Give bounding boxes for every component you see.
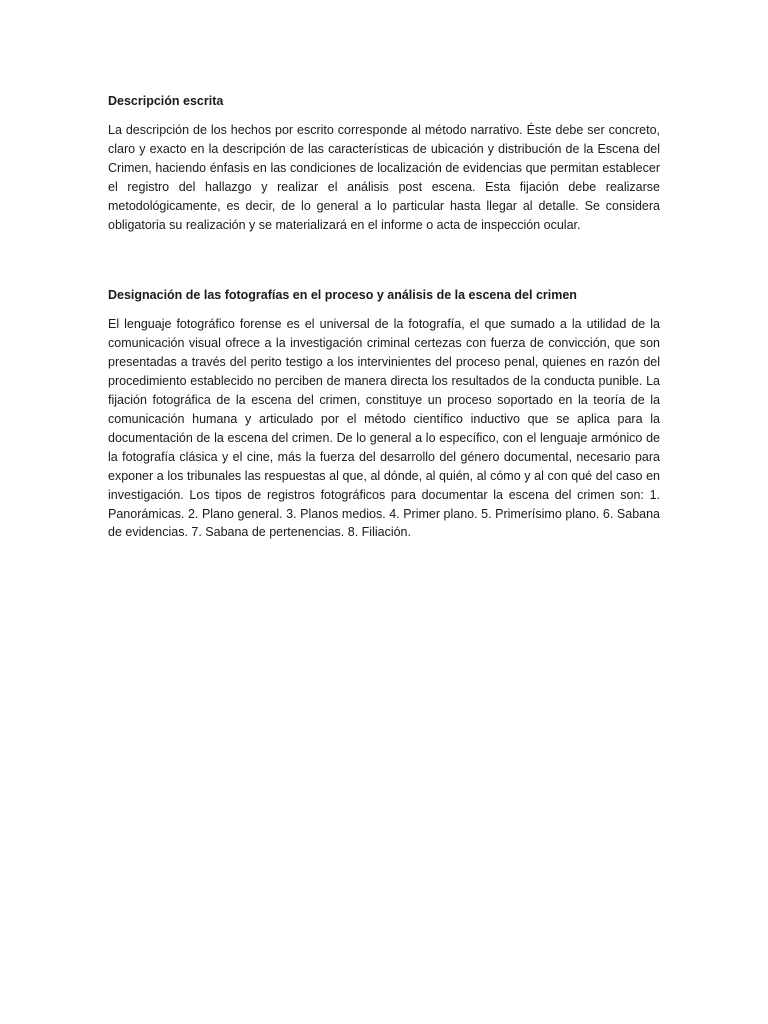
section-paragraph: La descripción de los hechos por escrito corresponde al método narrativo. Éste debe ser concreto, claro y exacto en la descripción de las características de ubicación y distribución de la Escena del Crimen, haciendo énfasis en las condiciones de localización de evidencias que permitan establecer el registro del hallazgo y realizar el análisis post escena. Esta fijación debe realizarse metodológicamente, es decir, de lo general a lo particular hasta llegar al detalle. Se considera obligatoria su realización y se materializará en el informe o acta de inspección ocular. bbox=[108, 123, 660, 232]
section-descripcion-escrita bbox=[108, 92, 660, 234]
section-paragraph: El lenguaje fotográfico forense es el universal de la fotografía, el que sumado a la utilidad de la comunicación visual ofrece a la investigación criminal certezas con fuerza de convicción, que son presentadas a través del perito testigo a los intervinientes del proceso penal, quienes en razón del procedimiento establecido no perciben de manera directa los resultados de la conducta punible. La fijación fotográfica de la escena del crimen, constituye un proceso soportado en la teoría de la comunicación humana y articulado por el método científico inductivo que se aplica para la documentación de la escena del crimen. De lo general a lo específico, con el lenguaje armónico de la fotografía clásica y el cine, más la fuerza del desarrollo del género documental, necesario para exponer a los tribunales las respuestas al que, al dónde, al quién, al cómo y al con qué del caso en investigación. Los tipos de registros fotográficos para documentar la escena del crimen son: 1. Panorámicas. 2. Plano general. 3. Planos medios. 4. Primer plano. 5. Primerísimo plano. 6. Sabana de evidencias. 7. Sabana de pertenencias. 8. Filiación. bbox=[108, 317, 660, 540]
section-heading: Designación de las fotografías en el proceso y análisis de la escena del crimen bbox=[108, 288, 577, 303]
document-content bbox=[108, 92, 660, 542]
section-heading: Descripción escrita bbox=[108, 94, 224, 108]
section-designacion-fotografias bbox=[108, 286, 660, 542]
section-spacer bbox=[108, 234, 660, 286]
